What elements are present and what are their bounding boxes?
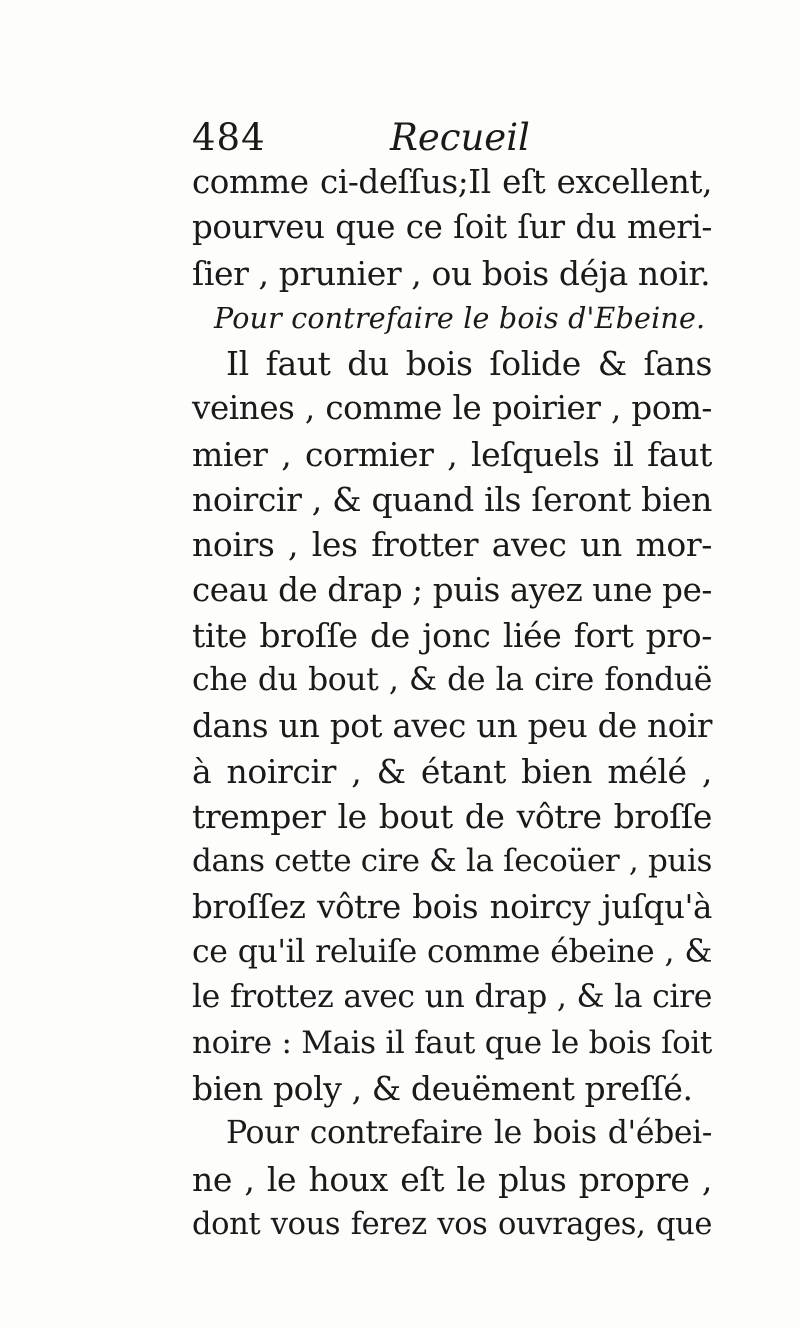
page-number: 484	[192, 116, 266, 159]
text-line: noirs , les frotter avec un mor-	[192, 525, 712, 565]
text-line: noire : Mais il faut que le bois ſoit	[192, 1024, 712, 1061]
body-text	[192, 160, 712, 1247]
text-line: pourveu que ce ſoit ſur du meri-	[192, 208, 712, 247]
text-line: le frottez avec un drap , & la cire	[192, 979, 712, 1016]
text-line: dans cette cire & la ſecoüer , puis	[192, 843, 712, 880]
text-line: ne , le houx eſt le plus propre ,	[192, 1159, 712, 1199]
running-title: Recueil	[390, 116, 530, 159]
text-line: tite broſſe de jonc liée fort pro-	[192, 615, 712, 655]
text-line: tremper le bout de vôtre broſſe	[192, 797, 712, 837]
text-line: Pour contrefaire le bois d'ébei-	[226, 1115, 712, 1152]
text-line: mier , cormier , leſquels il faut	[192, 434, 712, 474]
text-line: à noircir , & étant bien mélé ,	[192, 751, 712, 791]
text-line: dans un pot avec un peu de noir	[192, 706, 712, 745]
text-line: bien poly , & deuëment preſſé.	[192, 1068, 693, 1108]
text-line: veines , comme le poirier , pom-	[192, 389, 712, 428]
text-line: comme ci-deſſus;Il eſt excellent,	[192, 163, 712, 201]
text-line: ce qu'il reluiſe comme ébeine , &	[192, 934, 712, 971]
text-line: ceau de drap ; puis ayez une pe-	[192, 570, 712, 609]
text-line: Il faut du bois ſolide & ſans	[226, 344, 712, 384]
text-line: che du bout , & de la cire fonduë	[192, 662, 712, 699]
text-line: dont vous ferez vos ouvrages, que	[192, 1206, 712, 1242]
text-line: noircir , & quand ils ſeront bien	[192, 480, 712, 520]
text-line: broſſez vôtre bois noircy juſqu'à	[192, 887, 712, 926]
text-line: ſier , prunier , ou bois déja noir.	[192, 253, 711, 293]
section-heading: Pour contrefaire le bois d'Ebeine.	[214, 301, 706, 335]
page-header	[192, 112, 712, 164]
